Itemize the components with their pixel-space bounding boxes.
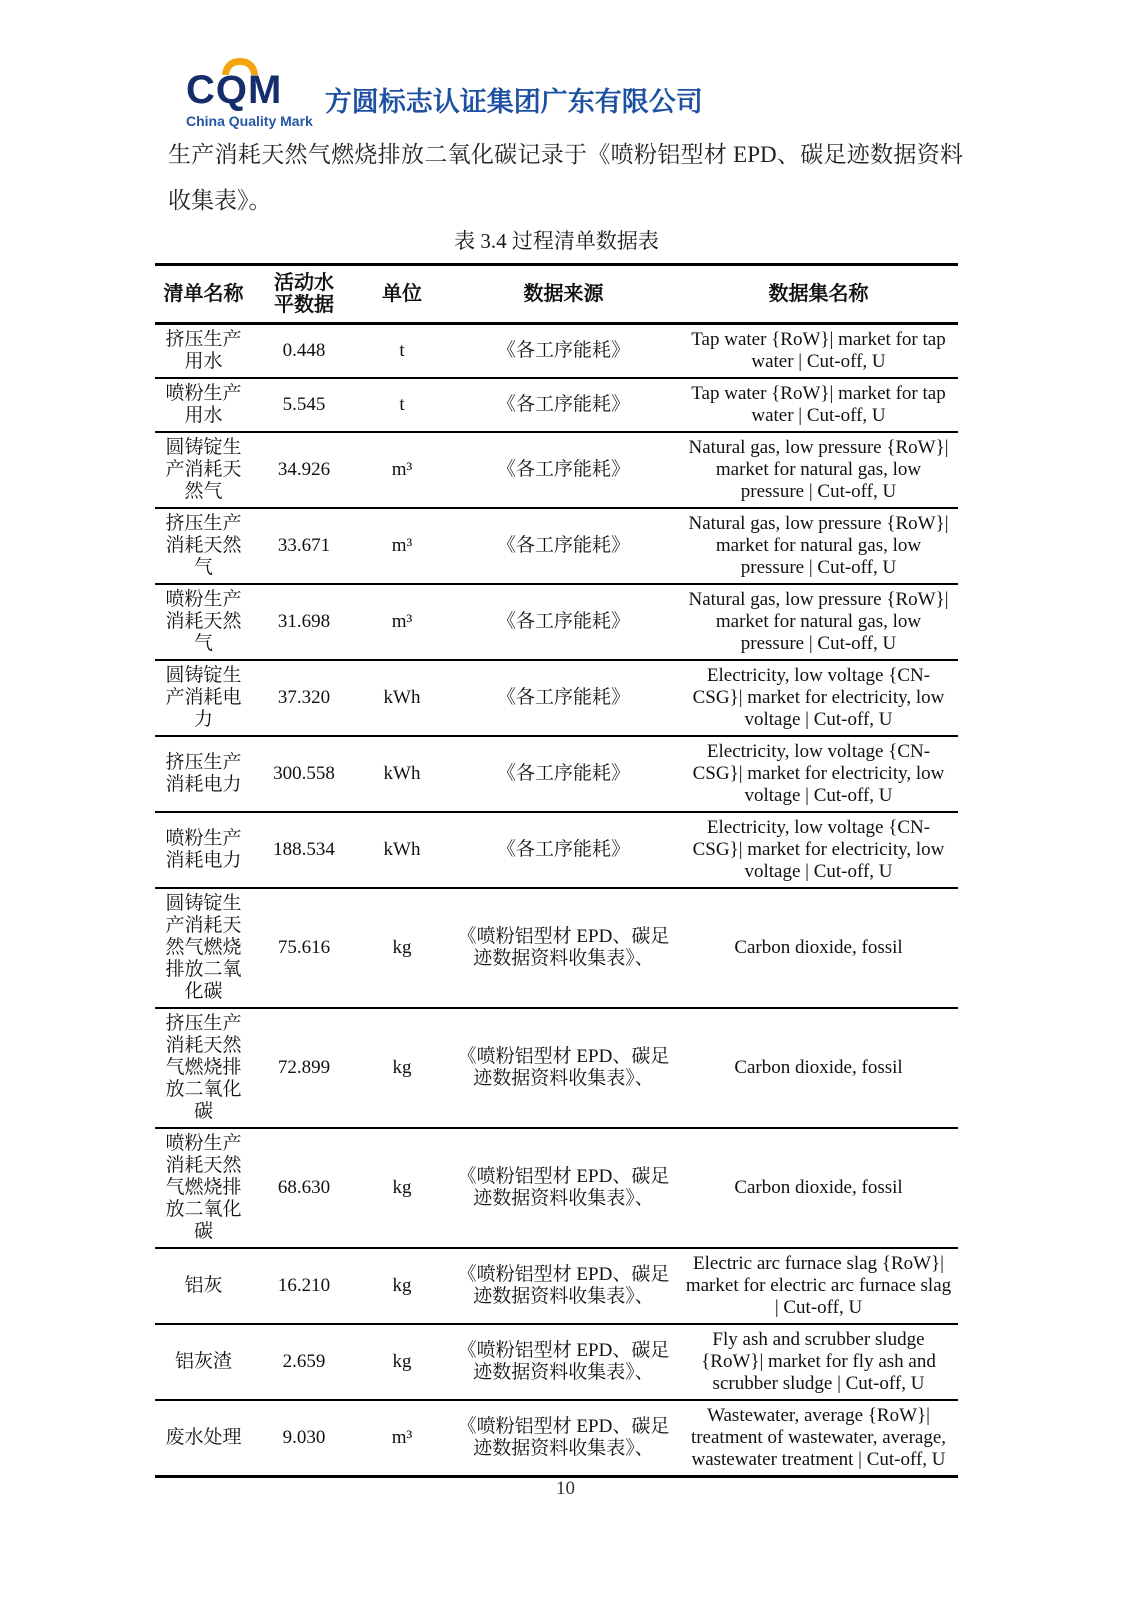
data-source: 《喷粉铝型材 EPD、碳足迹数据资料收集表》、 — [457, 1416, 670, 1459]
dataset-name: Carbon dioxide, fossil — [734, 1177, 903, 1198]
company-name: 方圆标志认证集团广东有限公司 — [324, 87, 703, 117]
activity-value: 72.899 — [277, 1057, 331, 1078]
unit: kWh — [383, 763, 421, 784]
activity-value: 34.926 — [277, 459, 331, 480]
dataset-name: Electric arc furnace slag {RoW}| market for electric arc furnace slag | Cut-off, U — [685, 1253, 952, 1318]
activity-value: 68.630 — [277, 1177, 331, 1198]
activity-value: 16.210 — [277, 1275, 331, 1296]
data-source: 《各工序能耗》 — [496, 459, 630, 480]
table-row — [155, 1324, 958, 1400]
header-data-source: 数据来源 — [448, 265, 679, 324]
inventory-name: 挤压生产用水 — [165, 329, 242, 372]
dataset-name: Carbon dioxide, fossil — [734, 1057, 903, 1078]
unit: kWh — [383, 839, 421, 860]
data-source: 《各工序能耗》 — [496, 611, 630, 632]
unit: kg — [392, 937, 412, 958]
unit: kWh — [383, 687, 421, 708]
activity-value: 31.698 — [277, 611, 331, 632]
activity-value: 9.030 — [282, 1427, 326, 1448]
cqm-logo — [186, 58, 703, 129]
inventory-name: 喷粉生产消耗天然气燃烧排放二氧化碳 — [165, 1133, 242, 1242]
dataset-name: Natural gas, low pressure {RoW}| market for natural gas, low pressure | Cut-off, U — [688, 513, 949, 578]
data-source: 《喷粉铝型材 EPD、碳足迹数据资料收集表》、 — [457, 1166, 670, 1209]
table-row — [155, 1128, 958, 1248]
unit: kg — [392, 1177, 412, 1198]
table-row — [155, 584, 958, 660]
inventory-name: 圆铸锭生产消耗天然气 — [165, 437, 242, 502]
data-source: 《各工序能耗》 — [496, 394, 630, 415]
table-row — [155, 432, 958, 508]
dataset-name: Fly ash and scrubber sludge {RoW}| market for fly ash and scrubber sludge | Cut-off, U — [701, 1329, 936, 1394]
table-row — [155, 324, 958, 379]
header-unit: 单位 — [356, 265, 448, 324]
inventory-name: 废水处理 — [165, 1427, 242, 1448]
unit: m³ — [391, 535, 413, 556]
inventory-name: 挤压生产消耗天然气 — [165, 513, 242, 578]
inventory-name: 铝灰渣 — [174, 1351, 232, 1372]
table-title: 表 3.4 过程清单数据表 — [454, 229, 659, 253]
data-source: 《各工序能耗》 — [496, 763, 630, 784]
unit: kg — [392, 1275, 412, 1296]
data-source: 《喷粉铝型材 EPD、碳足迹数据资料收集表》、 — [457, 1340, 670, 1383]
cqm-arc-icon — [222, 58, 258, 75]
unit: t — [399, 394, 405, 415]
dataset-name: Tap water {RoW}| market for tap water | Cut-off, U — [691, 329, 946, 372]
table-row — [155, 1008, 958, 1128]
page-number: 10 — [556, 1478, 575, 1499]
data-source: 《喷粉铝型材 EPD、碳足迹数据资料收集表》、 — [457, 926, 670, 969]
process-inventory-table — [155, 263, 958, 1478]
unit: m³ — [391, 611, 413, 632]
inventory-name: 喷粉生产消耗天然气 — [165, 589, 242, 654]
activity-value: 2.659 — [282, 1351, 326, 1372]
table-row — [155, 378, 958, 432]
table-row — [155, 1400, 958, 1477]
table-row — [155, 812, 958, 888]
activity-value: 0.448 — [282, 340, 326, 361]
activity-value: 188.534 — [273, 839, 335, 860]
data-source: 《各工序能耗》 — [496, 839, 630, 860]
dataset-name: Natural gas, low pressure {RoW}| market for natural gas, low pressure | Cut-off, U — [688, 437, 949, 502]
activity-value: 75.616 — [277, 937, 331, 958]
inventory-name: 圆铸锭生产消耗电力 — [165, 665, 242, 730]
unit: kg — [392, 1057, 412, 1078]
header-dataset-name: 数据集名称 — [679, 265, 958, 324]
unit: m³ — [391, 1427, 413, 1448]
inventory-name: 挤压生产消耗天然气燃烧排放二氧化碳 — [165, 1013, 242, 1122]
cqm-logo-mark — [186, 58, 313, 129]
data-source: 《各工序能耗》 — [496, 687, 630, 708]
unit: t — [399, 340, 405, 361]
inventory-name: 圆铸锭生产消耗天然气燃烧排放二氧化碳 — [165, 893, 242, 1002]
table-row — [155, 888, 958, 1008]
dataset-name: Electricity, low voltage {CN-CSG}| market for electricity, low voltage | Cut-off, U — [692, 817, 945, 882]
table-header-row — [155, 265, 958, 324]
unit: m³ — [391, 459, 413, 480]
activity-value: 5.545 — [282, 394, 326, 415]
data-source: 《各工序能耗》 — [496, 340, 630, 361]
table-row — [155, 1248, 958, 1324]
inventory-name: 喷粉生产用水 — [165, 383, 242, 426]
activity-value: 33.671 — [277, 535, 331, 556]
unit: kg — [392, 1351, 412, 1372]
dataset-name: Tap water {RoW}| market for tap water | Cut-off, U — [691, 383, 946, 426]
inventory-name: 挤压生产消耗电力 — [165, 752, 242, 795]
dataset-name: Natural gas, low pressure {RoW}| market for natural gas, low pressure | Cut-off, U — [688, 589, 949, 654]
inventory-name: 喷粉生产消耗电力 — [165, 828, 242, 871]
data-source: 《喷粉铝型材 EPD、碳足迹数据资料收集表》、 — [457, 1264, 670, 1307]
header-activity-value: 活动水平数据 — [252, 265, 356, 324]
cqm-tagline: China Quality Mark — [186, 113, 313, 129]
dataset-name: Electricity, low voltage {CN-CSG}| market for electricity, low voltage | Cut-off, U — [692, 665, 945, 730]
inventory-name: 铝灰 — [184, 1275, 223, 1296]
table-row — [155, 508, 958, 584]
dataset-name: Wastewater, average {RoW}| treatment of wastewater, average, wastewater treatment | Cut-off, U — [690, 1405, 947, 1470]
data-source: 《喷粉铝型材 EPD、碳足迹数据资料收集表》、 — [457, 1046, 670, 1089]
table-row — [155, 660, 958, 736]
activity-value: 300.558 — [273, 763, 335, 784]
body-paragraph: 生产消耗天然气燃烧排放二氧化碳记录于《喷粉铝型材 EPD、碳足迹数据资料收集表》。 — [168, 142, 963, 213]
data-source: 《各工序能耗》 — [496, 535, 630, 556]
dataset-name: Electricity, low voltage {CN-CSG}| market for electricity, low voltage | Cut-off, U — [692, 741, 945, 806]
table-row — [155, 736, 958, 812]
dataset-name: Carbon dioxide, fossil — [734, 937, 903, 958]
activity-value: 37.320 — [277, 687, 331, 708]
cqm-abbr: CQM — [186, 68, 283, 112]
header-inventory-name: 清单名称 — [155, 265, 252, 324]
